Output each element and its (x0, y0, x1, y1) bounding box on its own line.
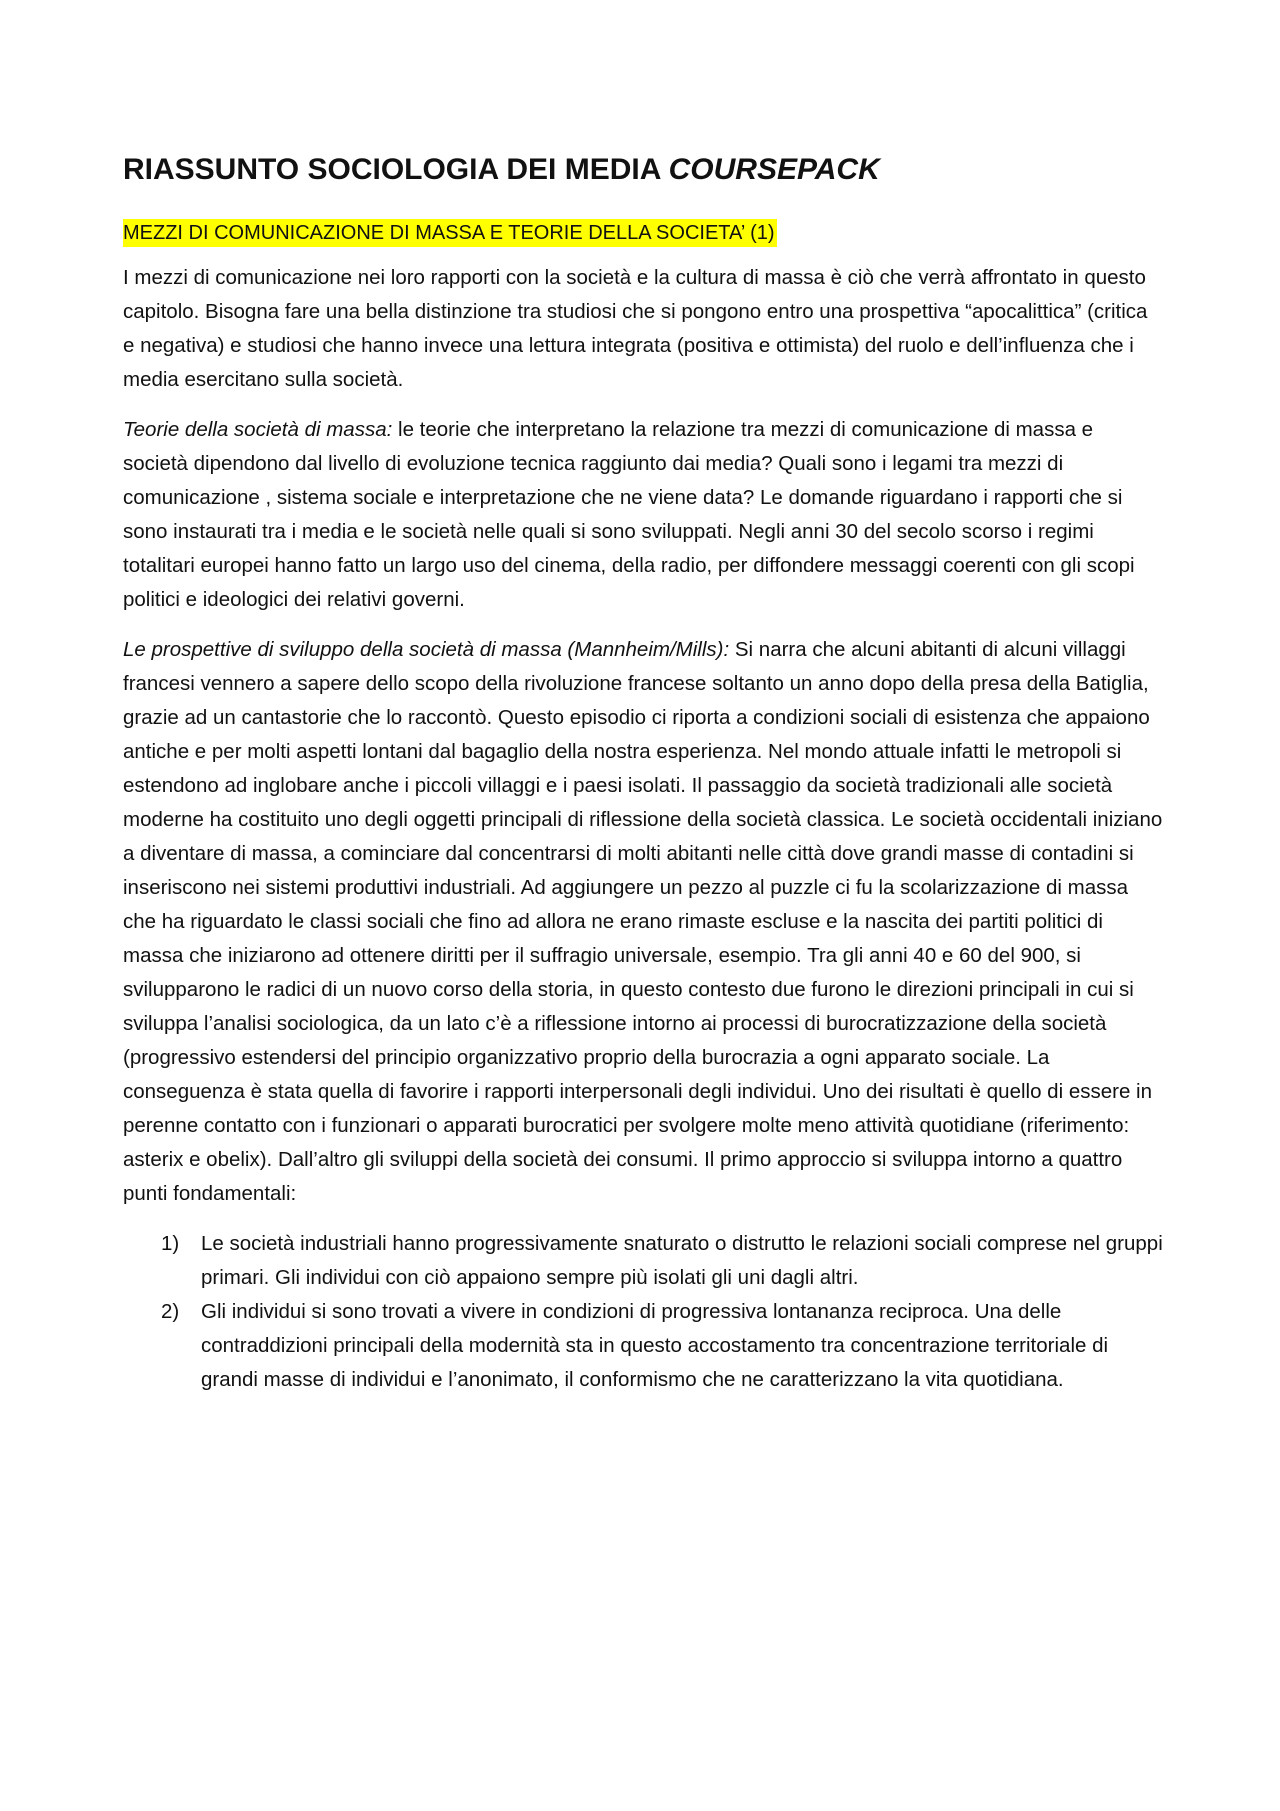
paragraph-intro: I mezzi di comunicazione nei loro rapporti con la società e la cultura di massa è ciò che verrà affrontato in questo capitolo. Bisogna fare una bella distinzione tra studiosi che si pongono entro una prospettiva “apocalittica” (critica e negativa) e studiosi che hanno invece una lettura integrata (positiva e ottimista) del ruolo e dell’influenza che i media esercitano sulla società. (123, 266, 1148, 391)
list-item (123, 1227, 1163, 1295)
section-heading-wrapper (123, 219, 1163, 261)
document-title-main: RIASSUNTO SOCIOLOGIA DEI MEDIA (123, 153, 669, 186)
document-title-italic: COURSEPACK (668, 153, 880, 186)
paragraph-development-perspectives (123, 633, 1163, 1211)
document-title (123, 150, 1163, 189)
numbered-list (123, 1227, 1163, 1397)
paragraph-development-perspectives-heading: Le prospettive di sviluppo della società di massa (Mannheim/Mills): (123, 638, 730, 661)
section-heading: MEZZI DI COMUNICAZIONE DI MASSA E TEORIE DELLA SOCIETA’ (1) (123, 219, 777, 247)
list-item (123, 1295, 1163, 1397)
list-item-number: 2) (161, 1300, 180, 1323)
list-item-text: Gli individui si sono trovati a vivere in condizioni di progressiva lontananza reciproca. Una delle contraddizioni principali della modernità sta in questo accostamento tra concentrazione territoriale di grandi masse di individui e l’anonimato, il conformismo che ne caratterizzano la vita quotidiana. (201, 1300, 1109, 1391)
paragraph-mass-society-theories-heading: Teorie della società di massa: (123, 418, 393, 441)
paragraph-mass-society-theories (123, 413, 1163, 617)
list-item-number: 1) (161, 1232, 180, 1255)
list-item-text: Le società industriali hanno progressivamente snaturato o distrutto le relazioni sociali comprese nel gruppi primari. Gli individui con ciò appaiono sempre più isolati gli uni dagli altri. (201, 1232, 1163, 1289)
paragraph-development-perspectives-text: Si narra che alcuni abitanti di alcuni villaggi francesi vennero a sapere dello scopo della rivoluzione francese soltanto un anno dopo della presa della Batiglia, grazie ad un cantastorie che lo raccontò. Questo episodio ci riporta a condizioni sociali di esistenza che appaiono antiche e per molti aspetti lontani dal bagaglio della nostra esperienza. Nel mondo attuale infatti le metropoli si estendono ad inglobare anche i piccoli villaggi e i paesi isolati. Il passaggio da società tradizionali alle società moderne ha costituito uno degli oggetti principali di riflessione della società classica. Le società occidentali iniziano a diventare di massa, a cominciare dal concentrarsi di molti abitanti nelle città dove grandi masse di contadini si inseriscono nei sistemi produttivi industriali. Ad aggiungere un pezzo al puzzle ci fu la scolarizzazione di massa che ha riguardato le classi sociali che fino ad allora ne erano rimaste escluse e la nascita dei partiti politici di massa che iniziarono ad ottenere diritti per il suffragio universale, esempio. Tra gli anni 40 e 60 del 900, si svilupparono le radici di un nuovo corso della storia, in questo contesto due furono le direzioni principali in cui si sviluppa l’analisi sociologica, da un lato c’è a riflessione intorno ai processi di burocratizzazione della società (progressivo estendersi del principio organizzativo proprio della burocrazia a ogni apparato sociale. La conseguenza è stata quella di favorire i rapporti interpersonali degli individui. Uno dei risultati è quello di essere in perenne contatto con i funzionari o apparati burocratici per svolgere molte meno attività quotidiane (riferimento: asterix e obelix). Dall’altro gli sviluppi della società dei consumi. Il primo approccio si sviluppa intorno a quattro punti fondamentali: (123, 638, 1163, 1205)
document-page (123, 150, 1163, 1397)
paragraph-mass-society-theories-text: le teorie che interpretano la relazione tra mezzi di comunicazione di massa e società dipendono dal livello di evoluzione tecnica raggiunto dai media? Quali sono i legami tra mezzi di comunicazione , sistema sociale e interpretazione che ne viene data? Le domande riguardano i rapporti che si sono instaurati tra i media e le società nelle quali si sono sviluppati. Negli anni 30 del secolo scorso i regimi totalitari europei hanno fatto un largo uso del cinema, della radio, per diffondere messaggi coerenti con gli scopi politici e ideologici dei relativi governi. (123, 418, 1135, 611)
